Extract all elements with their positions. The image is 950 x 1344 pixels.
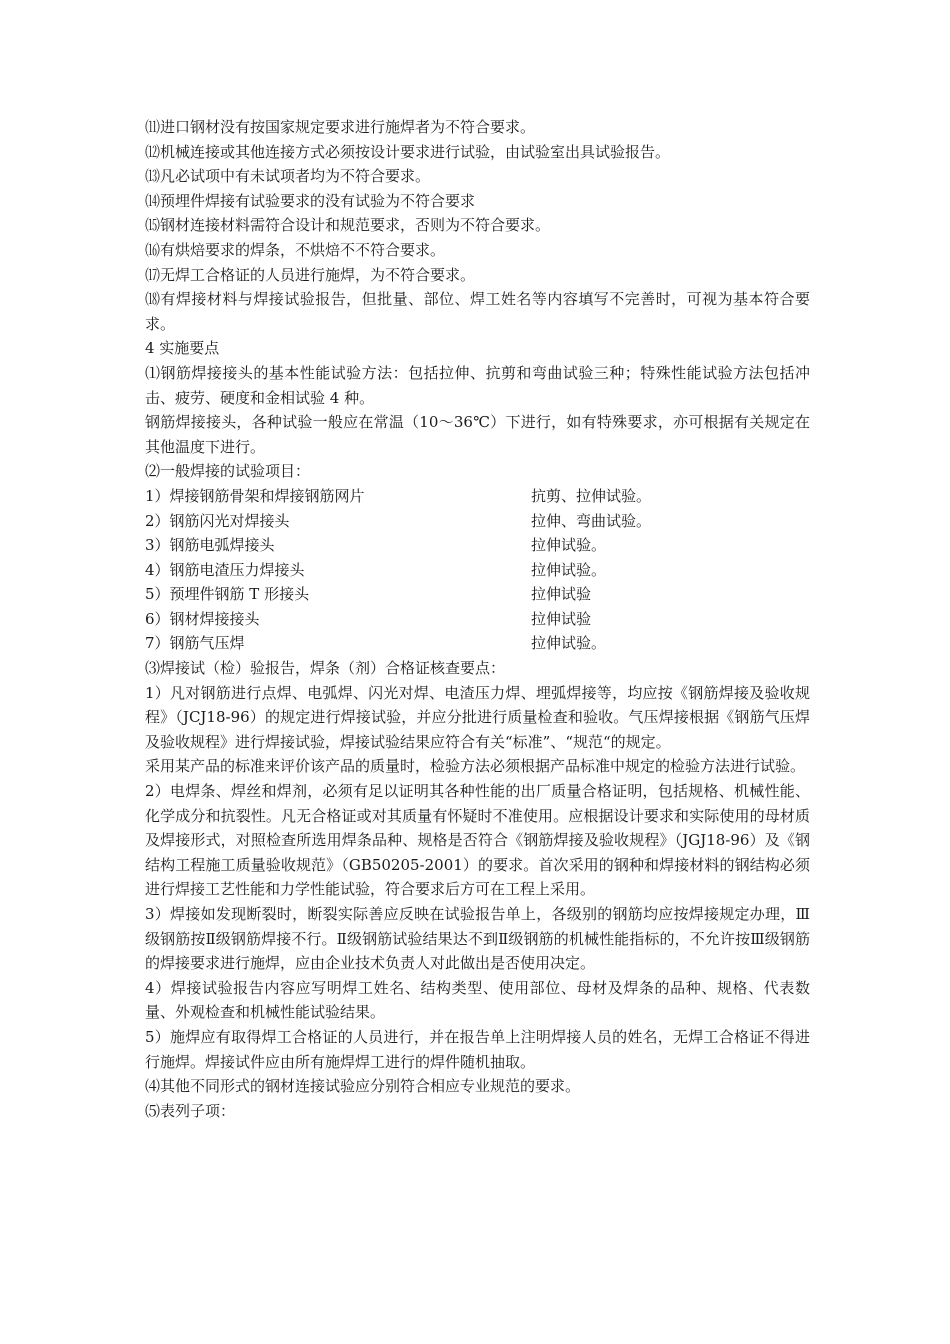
paragraph-table-subitems: ⑸表列子项： (145, 1101, 236, 1120)
item-17: ⒄无焊工合格证的人员进行施焊，为不符合要求。 (145, 265, 476, 284)
paragraph-point-5: 5）施焊应有取得焊工合格证的人员进行，并在报告单上注明焊接人员的姓名，无焊工合格证不得进行施焊。焊接试件应由所有施焊焊工进行的焊件随机抽取。 (145, 1027, 810, 1071)
item-16: ⒃有烘焙要求的焊条，不烘焙不不符合要求。 (145, 240, 446, 259)
item-15: ⒂钢材连接材料需符合设计和规范要求，否则为不符合要求。 (145, 216, 551, 235)
paragraph-standard-note: 采用某产品的标准来评价该产品的质量时，检验方法必须根据产品标准中规定的检验方法进行试验。 (145, 757, 806, 776)
item-14: ⒁预埋件焊接有试验要求的没有试验为不符合要求 (145, 191, 476, 210)
list-item (145, 558, 810, 583)
paragraph-test-items-intro: ⑵一般焊接的试验项目： (145, 462, 311, 481)
list-item (145, 582, 810, 607)
list-item-test: 拉伸试验。 (531, 536, 607, 555)
paragraph-report-check: ⑶焊接试（检）验报告，焊条（剂）合格证核查要点： (145, 659, 506, 678)
list-item-name: 4）钢筋电渣压力焊接头 (145, 560, 305, 579)
list-item-test: 拉伸试验。 (531, 560, 607, 579)
list-item-name: 7）钢筋气压焊 (145, 634, 245, 653)
item-18: ⒅有焊接材料与焊接试验报告，但批量、部位、焊工姓名等内容填写不完善时，可视为基本符合要求。 (145, 290, 810, 333)
list-item-test: 拉伸试验 (531, 585, 592, 604)
paragraph-test-methods: ⑴钢筋焊接接头的基本性能试验方法：包括拉伸、抗剪和弯曲试验三种；特殊性能试验方法包括冲击、疲劳、硬度和金相试验 4 种。 (145, 363, 810, 407)
document-page (145, 115, 810, 1123)
list-item (145, 607, 810, 632)
list-item-test: 拉伸试验。 (531, 634, 607, 653)
list-item (145, 631, 810, 656)
list-item-name: 1）焊接钢筋骨架和焊接钢筋网片 (145, 486, 365, 505)
paragraph-point-2: 2）电焊条、焊丝和焊剂，必须有足以证明其各种性能的出厂质量合格证明，包括规格、机械性能、化学成分和抗裂性。凡无合格证或对其质量有怀疑时不准使用。应根据设计要求和实际使用的母材质及焊接形式，对照检查所选用焊条品种、规格是否符合《钢筋焊接及验收规程》（JGJ18-96）及《钢结构工程施工质量验收规范》（GB50205-2001）的要求。首次采用的钢种和焊接材料的钢结构必须进行焊接工艺性能和力学性能试验，符合要求后方可在工程上采用。 (145, 782, 810, 899)
list-item-name: 3）钢筋电弧焊接头 (145, 536, 275, 555)
list-item (145, 484, 810, 509)
paragraph-temperature: 钢筋焊接接头，各种试验一般应在常温（10～36℃）下进行，如有特殊要求，亦可根据有关规定在其他温度下进行。 (145, 413, 810, 456)
item-13: ⒀凡必试项中有未试项者均为不符合要求。 (145, 167, 431, 186)
paragraph-point-1: 1）凡对钢筋进行点焊、电弧焊、闪光对焊、电渣压力焊、埋弧焊接等，均应按《钢筋焊接及验收规程》（JCJ18-96）的规定进行焊接试验，并应分批进行质量检查和验收。气压焊接根据《钢筋气压焊及验收规程》进行焊接试验，焊接试验结果应符合有关“标准”、“规范“的规定。 (145, 683, 810, 751)
paragraph-point-4: 4）焊接试验报告内容应写明焊工姓名、结构类型、使用部位、母材及焊条的品种、规格、代表数量、外观检查和机械性能试验结果。 (145, 978, 810, 1022)
paragraph-other-connections: ⑷其他不同形式的钢材连接试验应分别符合相应专业规范的要求。 (145, 1077, 581, 1096)
item-12: ⑿机械连接或其他连接方式必须按设计要求进行试验，由试验室出具试验报告。 (145, 142, 671, 161)
list-item-name: 6）钢材焊接接头 (145, 609, 260, 628)
list-item-name: 5）预埋件钢筋 T 形接头 (145, 585, 310, 604)
list-item-test: 拉伸、弯曲试验。 (531, 511, 652, 530)
list-item (145, 509, 810, 534)
list-item (145, 533, 810, 558)
list-item-test: 抗剪、拉伸试验。 (531, 486, 652, 505)
item-11: ⑾进口钢材没有按国家规定要求进行施焊者为不符合要求。 (145, 118, 536, 136)
section-heading: 4 实施要点 (145, 339, 220, 358)
list-item-name: 2）钢筋闪光对焊接头 (145, 511, 290, 530)
paragraph-point-3: 3）焊接如发现断裂时，断裂实际善应反映在试验报告单上，各级别的钢筋均应按焊接规定办理，Ⅲ级钢筋按Ⅱ级钢筋焊接不行。Ⅱ级钢筋试验结果达不到Ⅱ级钢筋的机械性能指标的，不允许按Ⅲ级钢筋的焊接要求进行施焊，应由企业技术负责人对此做出是否使用决定。 (145, 905, 810, 973)
list-item-test: 拉伸试验 (531, 609, 592, 628)
